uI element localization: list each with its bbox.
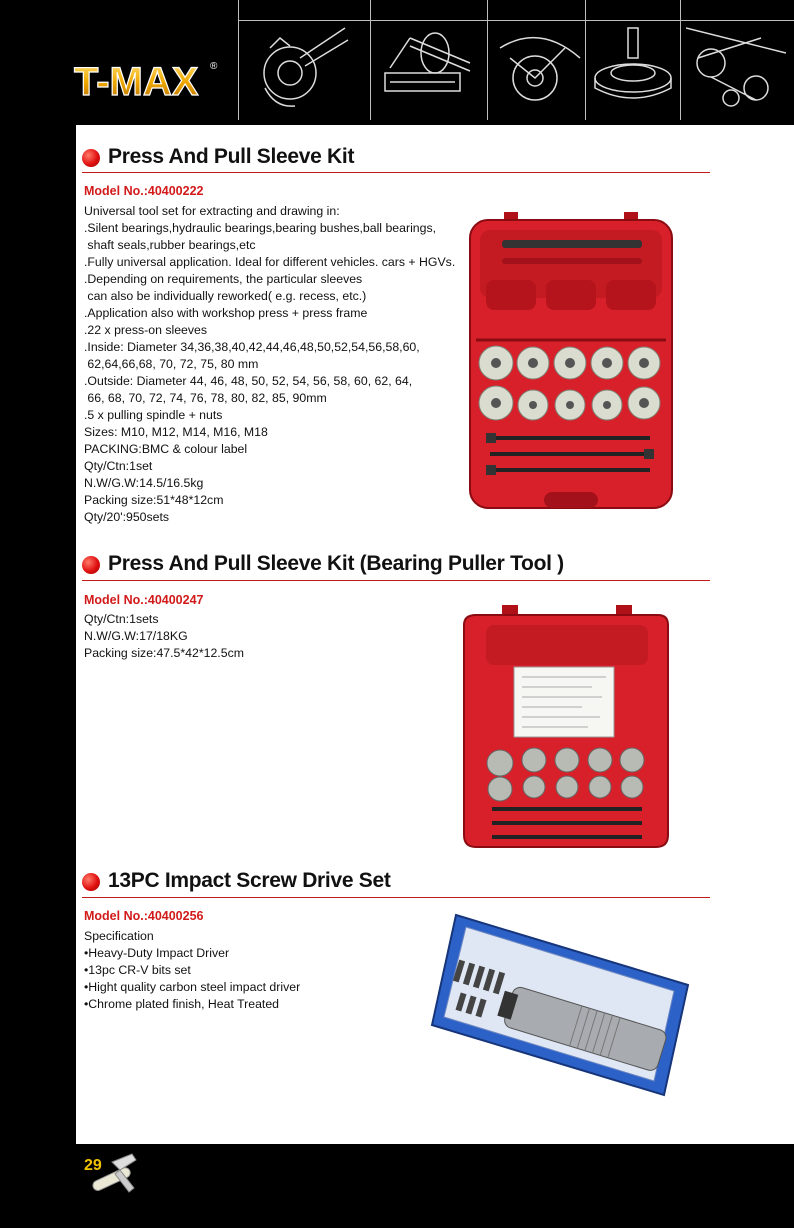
description-line: 66, 68, 70, 72, 74, 76, 78, 80, 82, 85, 90mm: [84, 391, 327, 405]
section-title: Press And Pull Sleeve Kit: [108, 145, 355, 168]
description-line: .5 x pulling spindle + nuts: [84, 408, 223, 422]
description-line: Specification: [84, 929, 154, 943]
section-title: Press And Pull Sleeve Kit (Bearing Puller Tool ): [108, 552, 564, 575]
header-grid-line: [487, 0, 488, 120]
description-line: .22 x press-on sleeves: [84, 323, 208, 337]
description-line: N.W/G.W:17/18KG: [84, 629, 188, 643]
sleeve-kit-case-photo: [466, 210, 676, 510]
impact-driver-case-photo: [426, 905, 691, 1100]
model-number: Model No.:40400256: [84, 909, 204, 923]
description-line: Qty/Ctn:1set: [84, 459, 153, 473]
description-line: •Heavy-Duty Impact Driver: [84, 946, 230, 960]
logo-text: T-MAX: [74, 60, 199, 104]
wrench-drawing-icon: [250, 18, 350, 118]
header-grid-line: [370, 0, 371, 120]
header-banner: [0, 0, 794, 125]
section-bullet-icon: [82, 149, 100, 167]
description-line: .Inside: Diameter 34,36,38,40,42,44,46,48,50,52,54,56,58,60,: [84, 340, 420, 354]
description-line: .Application also with workshop press + press frame: [84, 306, 368, 320]
description-line: Packing size:47.5*42*12.5cm: [84, 646, 244, 660]
description-line: Qty/Ctn:1sets: [84, 612, 159, 626]
page-number: 29: [84, 1157, 102, 1174]
section-divider: [82, 580, 710, 581]
description-line: •13pc CR-V bits set: [84, 963, 191, 977]
description-line: •Chrome plated finish, Heat Treated: [84, 997, 280, 1011]
logo-registered-mark: ®: [210, 61, 218, 72]
description-line: .Depending on requirements, the particular sleeves: [84, 272, 363, 286]
description-line: •Hight quality carbon steel impact driver: [84, 980, 301, 994]
description-line: Universal tool set for extracting and drawing in:: [84, 204, 340, 218]
press-tool-drawing-icon: [380, 18, 480, 118]
description-line: PACKING:BMC & colour label: [84, 442, 248, 456]
section-divider: [82, 897, 710, 898]
section-divider: [82, 172, 710, 173]
section-title: 13PC Impact Screw Drive Set: [108, 869, 391, 892]
description-line: .Silent bearings,hydraulic bearings,bearing bushes,ball bearings,: [84, 221, 437, 235]
header-grid-line: [238, 0, 239, 120]
catalog-page: [76, 125, 794, 1144]
description-line: Qty/20':950sets: [84, 510, 170, 524]
section-bullet-icon: [82, 556, 100, 574]
description-line: shaft seals,rubber bearings,etc: [84, 238, 256, 252]
description-line: Sizes: M10, M12, M14, M16, M18: [84, 425, 268, 439]
model-number: Model No.:40400247: [84, 593, 204, 607]
product-description: [84, 611, 244, 662]
gear-drawing-icon: [588, 18, 688, 118]
tmax-logo: [72, 55, 222, 105]
product-description: [84, 928, 300, 1013]
description-line: 62,64,66,68, 70, 72, 75, 80 mm: [84, 357, 259, 371]
product-description: [84, 203, 455, 526]
model-number: Model No.:40400222: [84, 184, 204, 198]
description-line: Packing size:51*48*12cm: [84, 493, 224, 507]
description-line: .Fully universal application. Ideal for different vehicles. cars + HGVs.: [84, 255, 456, 269]
description-line: N.W/G.W:14.5/16.5kg: [84, 476, 204, 490]
description-line: .Outside: Diameter 44, 46, 48, 50, 52, 54, 56, 58, 60, 62, 64,: [84, 374, 413, 388]
puller-drawing-icon: [490, 18, 590, 118]
description-line: can also be individually reworked( e.g. recess, etc.): [84, 289, 367, 303]
section-bullet-icon: [82, 873, 100, 891]
belt-drawing-icon: [686, 18, 786, 118]
bearing-puller-case-photo: [462, 603, 672, 853]
